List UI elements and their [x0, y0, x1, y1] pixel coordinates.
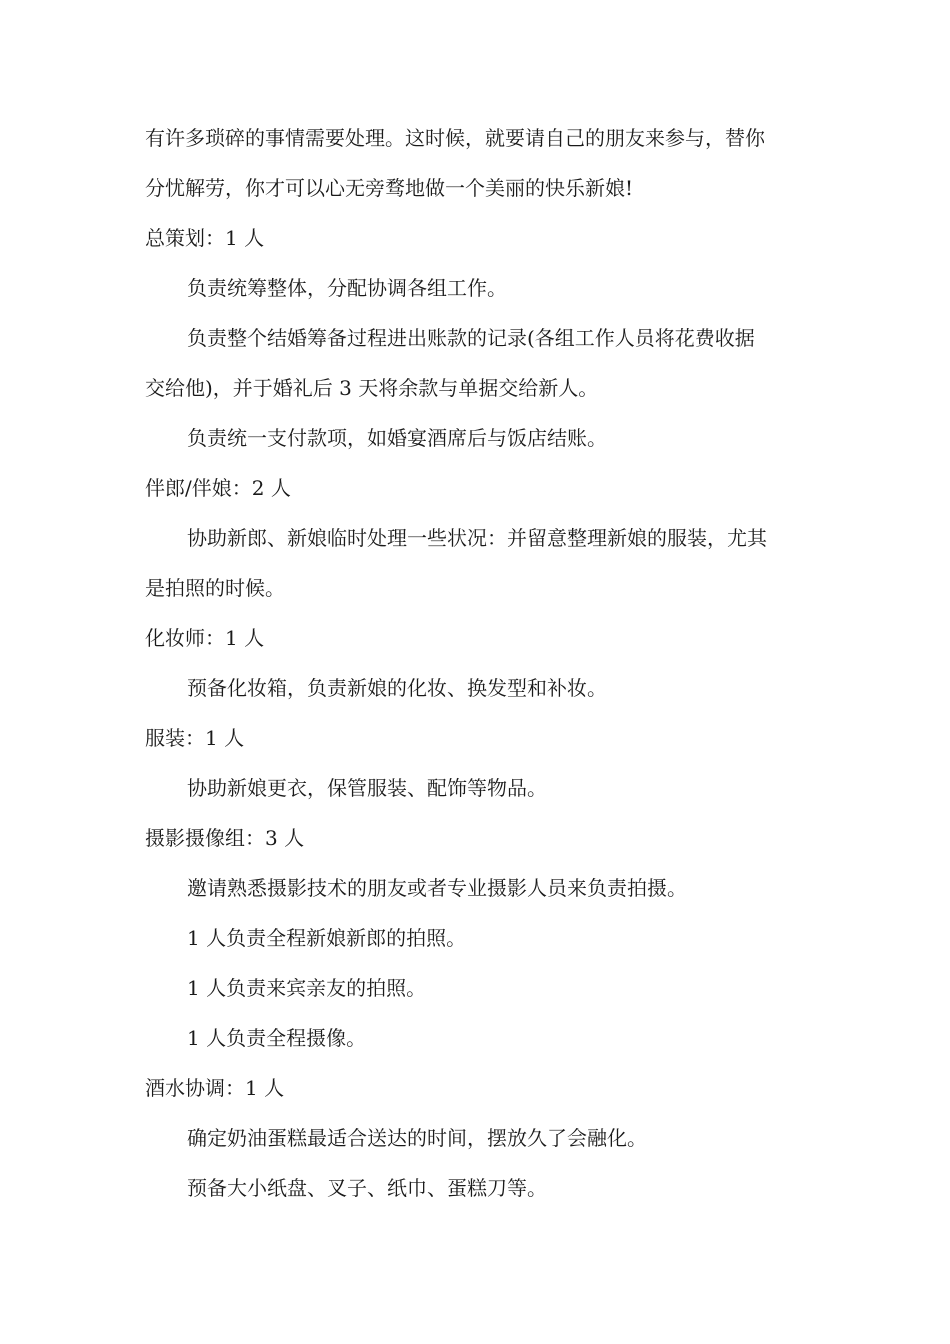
document-body	[145, 113, 815, 1213]
paragraph-line: 分忧解劳，你才可以心无旁骛地做一个美丽的快乐新娘!	[145, 176, 634, 200]
paragraph-line: 是拍照的时候。	[145, 576, 285, 600]
paragraph-line: 预备大小纸盘、叉子、纸巾、蛋糕刀等。	[187, 1176, 547, 1200]
section-heading-general-planner: 总策划：1 人	[145, 226, 265, 250]
paragraph-line: 预备化妆箱，负责新娘的化妆、换发型和补妆。	[187, 676, 607, 700]
section-heading-photo-video: 摄影摄像组：3 人	[145, 826, 305, 850]
paragraph-line: 协助新郎、新娘临时处理一些状况：并留意整理新娘的服装，尤其	[187, 526, 767, 550]
section-heading-makeup-artist: 化妆师：1 人	[145, 626, 265, 650]
paragraph-line: 有许多琐碎的事情需要处理。这时候，就要请自己的朋友来参与，替你	[145, 126, 765, 150]
paragraph-line: 1 人负责全程新娘新郎的拍照。	[187, 926, 467, 950]
paragraph-line: 1 人负责来宾亲友的拍照。	[187, 976, 427, 1000]
paragraph-line: 协助新娘更衣，保管服装、配饰等物品。	[187, 776, 547, 800]
paragraph-line: 负责统一支付款项，如婚宴酒席后与饭店结账。	[187, 426, 607, 450]
section-heading-beverage-coordination: 酒水协调：1 人	[145, 1076, 285, 1100]
paragraph-line: 交给他)，并于婚礼后 3 天将余款与单据交给新人。	[145, 376, 599, 400]
paragraph-line: 负责整个结婚筹备过程进出账款的记录(各组工作人员将花费收据	[187, 326, 755, 350]
paragraph-line: 确定奶油蛋糕最适合送达的时间，摆放久了会融化。	[187, 1126, 647, 1150]
paragraph-line: 1 人负责全程摄像。	[187, 1026, 367, 1050]
paragraph-line: 负责统筹整体，分配协调各组工作。	[187, 276, 507, 300]
section-heading-groomsman-bridesmaid: 伴郎/伴娘：2 人	[145, 476, 291, 500]
paragraph-line: 邀请熟悉摄影技术的朋友或者专业摄影人员来负责拍摄。	[187, 876, 687, 900]
section-heading-costume: 服装：1 人	[145, 726, 245, 750]
